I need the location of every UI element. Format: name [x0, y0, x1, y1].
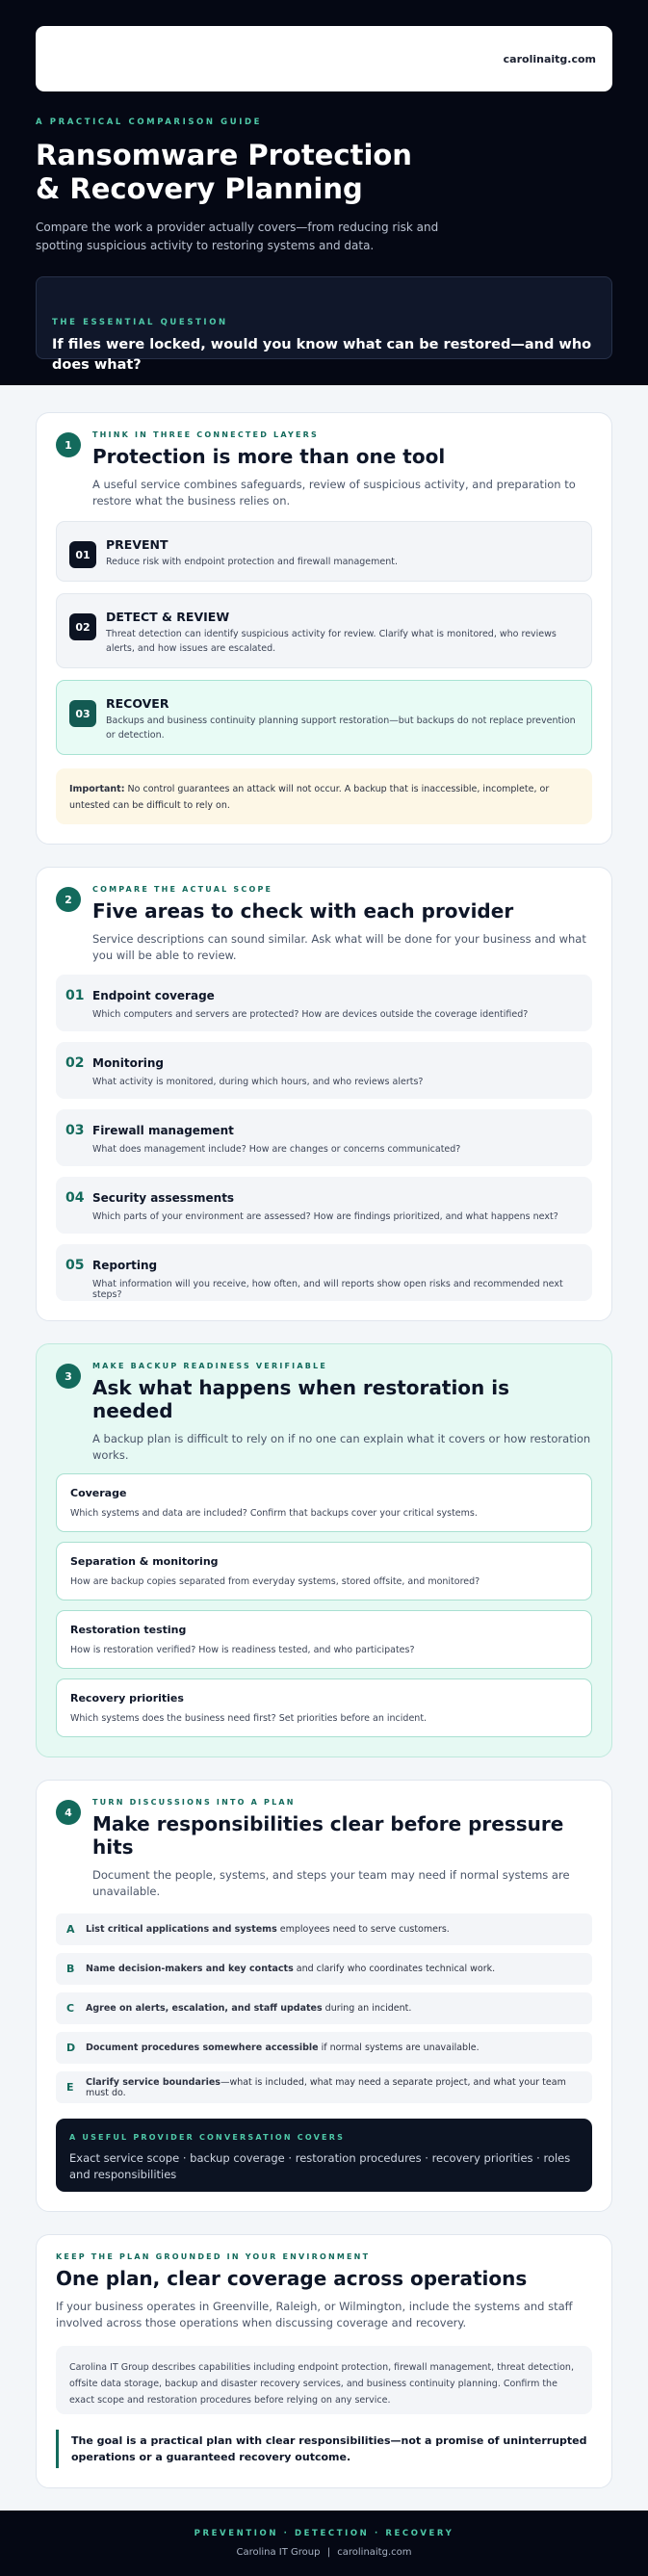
footer-separator: | — [326, 2547, 331, 2558]
area-title: Security assessments — [92, 1191, 235, 1205]
responsibility-item — [56, 2071, 592, 2103]
backup-item-body: How is restoration verified? How is readiness tested, and who participates? — [70, 1645, 415, 1655]
area-item — [56, 1177, 592, 1234]
responsibility-text: and clarify who coordinates technical work. — [293, 1964, 496, 1974]
responsibility-item — [56, 1913, 592, 1945]
conversation-covers — [56, 2119, 592, 2192]
area-number: 04 — [65, 1190, 85, 1206]
area-body: Which computers and servers are protected? How are devices outside the coverage identified? — [92, 1009, 529, 1020]
responsibility-bold: Name decision-makers and key contacts — [86, 1964, 294, 1974]
backup-item-body: Which systems and data are included? Confirm that backups cover your critical systems. — [70, 1508, 478, 1519]
page-title — [36, 139, 440, 206]
question-label: THE ESSENTIAL QUESTION — [52, 318, 228, 327]
area-item — [56, 1042, 592, 1099]
footer-site-link[interactable]: carolinaitg.com — [337, 2547, 412, 2558]
section-responsibilities — [36, 1780, 612, 2212]
layer-prevent — [56, 521, 592, 582]
covers-label: A USEFUL PROVIDER CONVERSATION COVERS — [69, 2133, 346, 2142]
section-plan — [36, 2234, 612, 2488]
responsibility-text: if normal systems are unavailable. — [318, 2043, 480, 2053]
section-five-areas — [36, 867, 612, 1321]
backup-item — [56, 1610, 592, 1669]
area-item — [56, 975, 592, 1031]
backup-item — [56, 1473, 592, 1532]
essential-question — [36, 276, 612, 373]
area-number: 01 — [65, 988, 85, 1003]
note-text: No control guarantees an attack will not occur. A backup that is inaccessible, incomplete, or untested can be difficult to rely on. — [69, 784, 550, 811]
backup-item-title: Separation & monitoring — [70, 1555, 219, 1568]
area-body: What does management include? How are changes or concerns communicated? — [92, 1144, 461, 1155]
responsibility-text: during an incident. — [322, 2003, 412, 2014]
area-number: 02 — [65, 1055, 85, 1071]
section-title: Make responsibilities clear before pressure hits — [92, 1812, 564, 1859]
layer-badge: 01 — [69, 541, 96, 568]
title-line-2: & Recovery Planning — [36, 172, 363, 205]
layer-detect — [56, 593, 592, 668]
section-desc: If your business operates in Greenville, Raleigh, or Wilmington, include the systems and staff involved across those operations when discussing coverage and recovery. — [56, 2300, 573, 2329]
section-eyebrow: TURN DISCUSSIONS INTO A PLAN — [92, 1798, 296, 1807]
section-eyebrow: KEEP THE PLAN GROUNDED IN YOUR ENVIRONMENT — [56, 2252, 371, 2261]
backup-item-title: Coverage — [70, 1487, 127, 1499]
layer-title: DETECT & REVIEW — [106, 610, 230, 624]
backup-item-body: How are backup copies separated from everyday systems, stored offsite, and monitored? — [70, 1576, 480, 1587]
section-eyebrow: MAKE BACKUP READINESS VERIFIABLE — [92, 1362, 327, 1370]
layer-body: Reduce risk with endpoint protection and firewall management. — [106, 557, 399, 567]
layer-body: Backups and business continuity planning support restoration—but backups do not replace prevention or detection. — [106, 716, 576, 741]
layer-body: Threat detection can identify suspicious activity for review. Clarify what is monitored, who reviews alerts, and how issues are escalated. — [106, 629, 557, 654]
brand-link[interactable]: carolinaitg.com — [503, 52, 596, 65]
section-desc: Document the people, systems, and steps your team may need if normal systems are unavailable. — [92, 1868, 570, 1898]
section-title: Protection is more than one tool — [92, 445, 446, 468]
section-title: One plan, clear coverage across operations — [56, 2267, 528, 2290]
hero-eyebrow: A PRACTICAL COMPARISON GUIDE — [36, 117, 263, 127]
section-desc: Service descriptions can sound similar. Ask what will be done for your business and what you will be able to review. — [92, 932, 586, 962]
section-desc: A useful service combines safeguards, review of suspicious activity, and preparation to restore what the business relies on. — [92, 478, 576, 507]
backup-item-body: Which systems does the business need first? Set priorities before an incident. — [70, 1713, 428, 1724]
footer — [0, 2511, 648, 2576]
responsibility-bold: List critical applications and systems — [86, 1924, 277, 1935]
layer-badge: 02 — [69, 613, 96, 640]
area-body: What information will you receive, how often, and will reports show open risks and recommended next steps? — [92, 1279, 563, 1300]
goal-statement: The goal is a practical plan with clear responsibilities—not a promise of uninterrupted operations or a guaranteed recovery outcome. — [56, 2430, 592, 2468]
area-number: 05 — [65, 1258, 85, 1273]
responsibility-letter: C — [66, 2002, 75, 2015]
backup-item-title: Recovery priorities — [70, 1692, 184, 1704]
area-title: Endpoint coverage — [92, 989, 215, 1002]
responsibility-letter: E — [66, 2081, 74, 2094]
section-title: Five areas to check with each provider — [92, 899, 514, 923]
section-desc: A backup plan is difficult to rely on if no one can explain what it covers or how restoration works. — [92, 1432, 591, 1462]
area-title: Reporting — [92, 1259, 158, 1272]
area-item — [56, 1244, 592, 1301]
section-eyebrow: COMPARE THE ACTUAL SCOPE — [92, 885, 273, 894]
layer-title: RECOVER — [106, 696, 169, 711]
layer-badge: 03 — [69, 700, 96, 727]
covers-text: Exact service scope · backup coverage · restoration procedures · recovery priorities · roles and responsibilities — [69, 2151, 571, 2181]
responsibility-letter: B — [66, 1963, 75, 1975]
layer-recover — [56, 680, 592, 755]
responsibility-item — [56, 1992, 592, 2024]
footer-company: Carolina IT Group — [236, 2547, 321, 2558]
backup-item — [56, 1678, 592, 1737]
area-body: Which parts of your environment are assessed? How are findings prioritized, and what happens next? — [92, 1211, 558, 1222]
area-title: Firewall management — [92, 1124, 234, 1137]
area-number: 03 — [65, 1123, 85, 1138]
responsibility-text: employees need to serve customers. — [276, 1924, 450, 1935]
responsibility-letter: A — [66, 1923, 75, 1936]
main-content — [0, 385, 648, 2488]
section-layers — [36, 412, 612, 845]
section-number: 2 — [56, 887, 81, 912]
area-item — [56, 1109, 592, 1166]
responsibility-text: —what is included, what may need a separate project, and what your team must do. — [86, 2076, 566, 2098]
company-capabilities: Carolina IT Group describes capabilities including endpoint protection, firewall management, threat detection, offsite data storage, backup and disaster recovery services, and business continuity planning. Confirm the exact scope and restoration procedures before relying on any service. — [56, 2346, 592, 2414]
section-eyebrow: THINK IN THREE CONNECTED LAYERS — [92, 430, 319, 439]
hero-lede: Compare the work a provider actually covers—from reducing risk and spotting suspicious activity to restoring systems and data. — [36, 221, 439, 252]
area-title: Monitoring — [92, 1056, 164, 1070]
responsibility-bold: Agree on alerts, escalation, and staff updates — [86, 2003, 323, 2014]
footer-tagline: PREVENTION · DETECTION · RECOVERY — [194, 2529, 454, 2538]
title-line-1: Ransomware Protection — [36, 139, 412, 171]
note-label: Important: — [69, 784, 125, 794]
section-number: 4 — [56, 1800, 81, 1825]
backup-item — [56, 1542, 592, 1600]
section-title: Ask what happens when restoration is needed — [92, 1376, 510, 1422]
section-number: 1 — [56, 432, 81, 457]
section-number: 3 — [56, 1364, 81, 1389]
area-body: What activity is monitored, during which hours, and who reviews alerts? — [92, 1077, 424, 1087]
brand-bar — [36, 26, 612, 91]
hero — [0, 0, 648, 385]
footer-line — [236, 2547, 411, 2558]
section-backup — [36, 1343, 612, 1757]
responsibility-item — [56, 1953, 592, 1985]
responsibility-item — [56, 2032, 592, 2064]
layer-title: PREVENT — [106, 537, 168, 552]
responsibility-bold: Clarify service boundaries — [86, 2076, 220, 2088]
important-note — [56, 768, 592, 824]
backup-item-title: Restoration testing — [70, 1624, 187, 1636]
responsibility-bold: Document procedures somewhere accessible — [86, 2043, 319, 2053]
responsibility-letter: D — [66, 2042, 76, 2054]
question-text: If files were locked, would you know what can be restored—and who does what? — [52, 337, 592, 373]
